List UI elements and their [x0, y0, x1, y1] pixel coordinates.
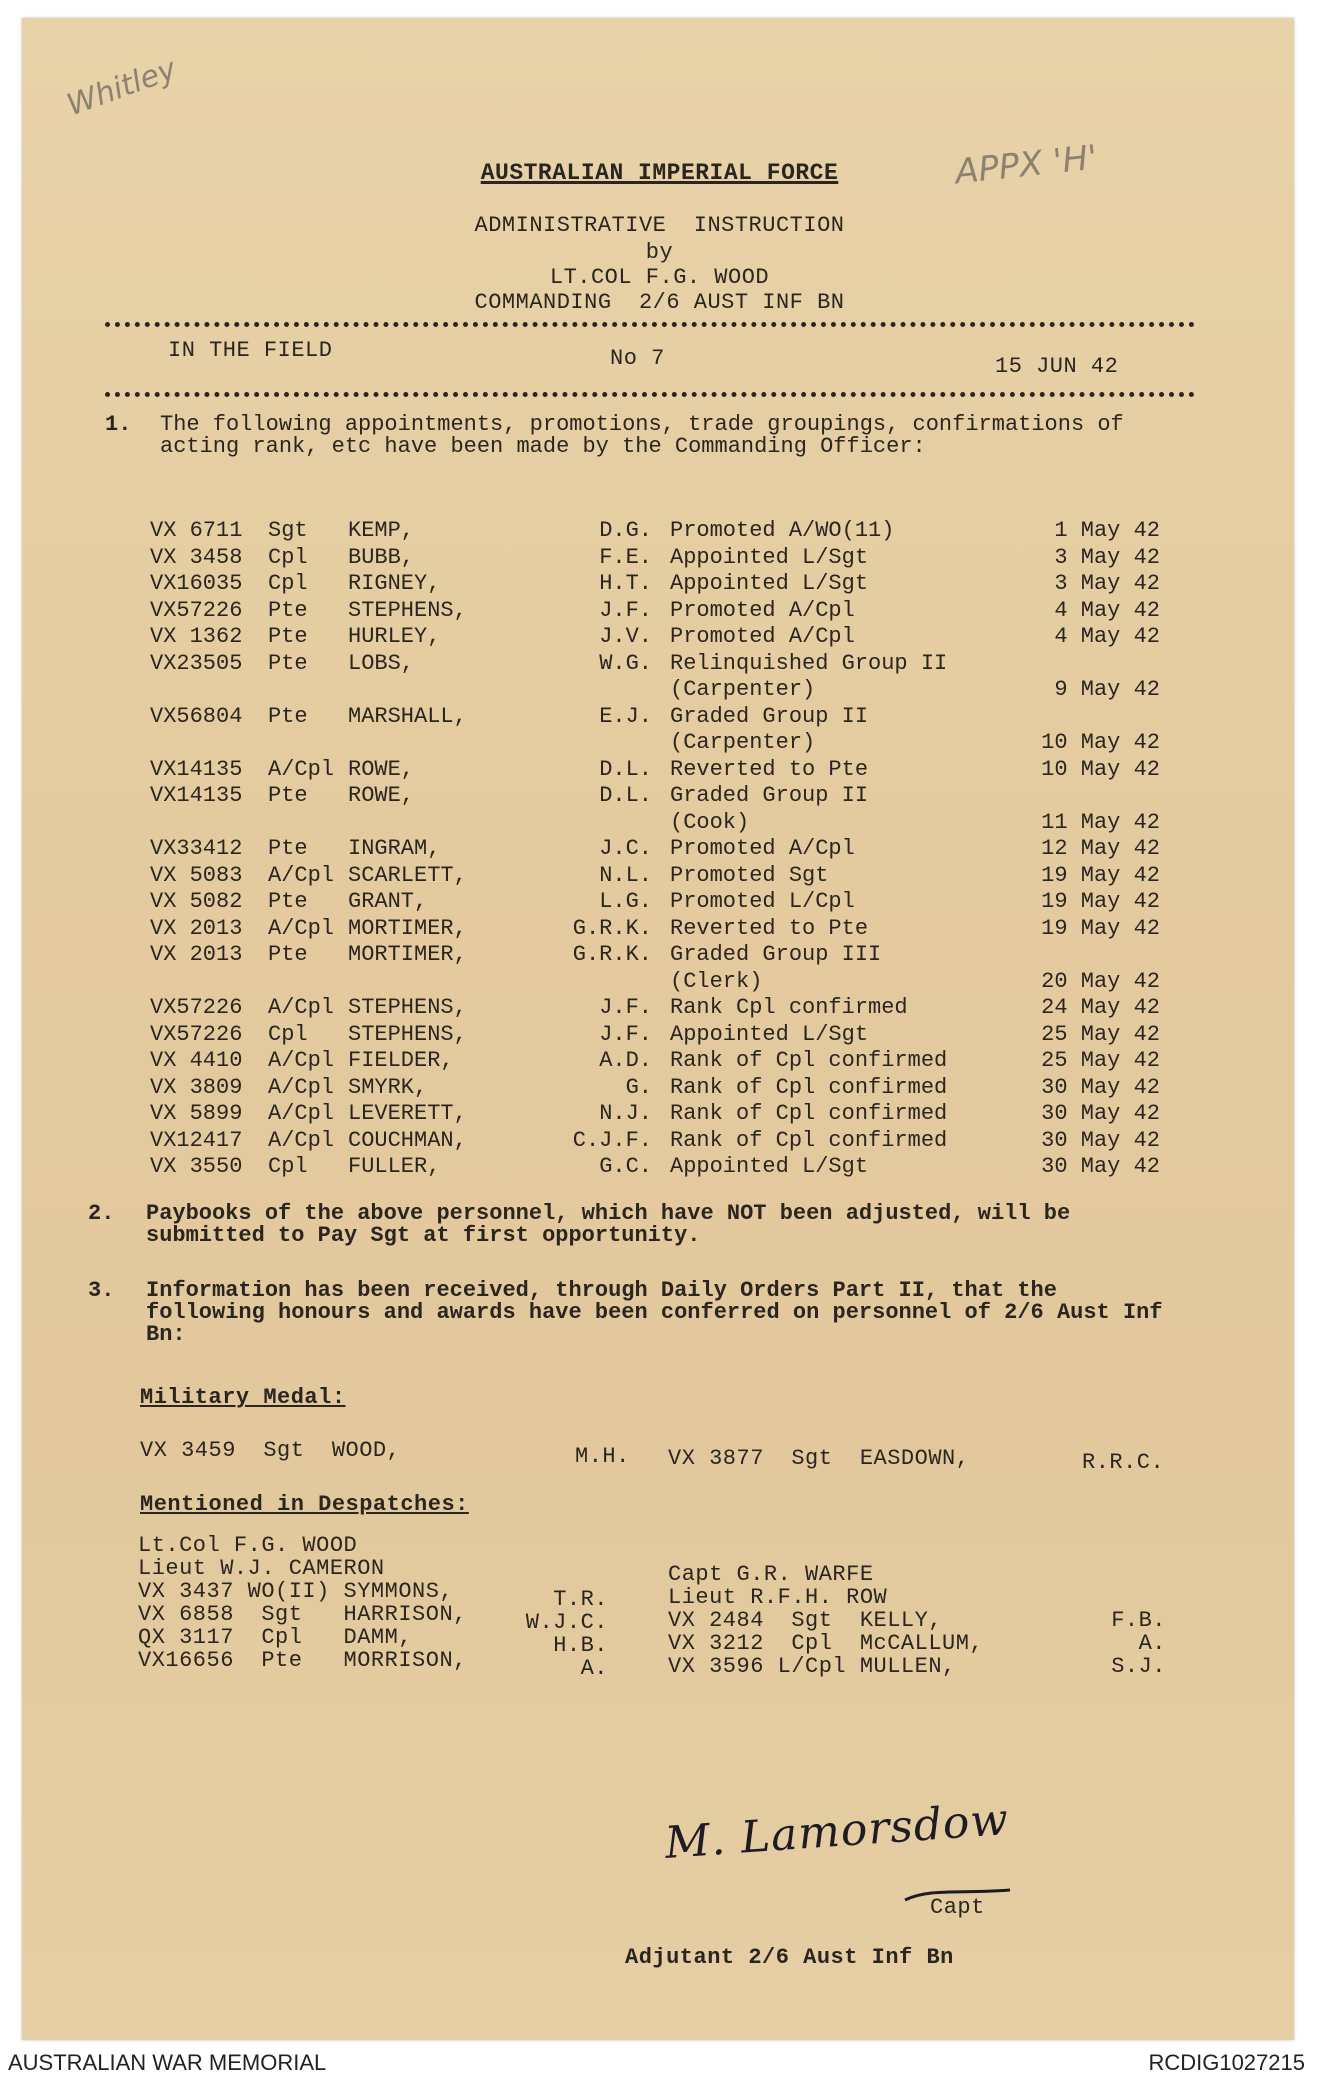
action-line: Appointed L/Sgt	[670, 1021, 869, 1047]
action-line: Appointed L/Sgt	[670, 571, 869, 596]
paragraph-3	[88, 1280, 1178, 1346]
appointment-row	[150, 571, 1160, 598]
service-number: VX57226	[150, 1021, 243, 1047]
despatch-recipient: Lt.Col F.G. WOOD	[138, 1533, 358, 1558]
despatch-recipient: VX 6858 Sgt HARRISON,	[138, 1602, 467, 1627]
initials: D.G.	[599, 518, 652, 543]
action-line: Promoted Sgt	[670, 862, 829, 888]
despatch-initials: F.B.	[1111, 1608, 1166, 1633]
service-number: VX16035	[150, 571, 243, 596]
action	[670, 1048, 1000, 1075]
service-number: VX23505	[150, 650, 243, 676]
despatch-recipient: VX 3212 Cpl McCALLUM,	[668, 1631, 984, 1656]
service-number: VX 4410	[150, 1048, 243, 1073]
surname: ROWE,	[348, 756, 415, 782]
appointment-row	[150, 651, 1160, 704]
despatch-initials: T.R.	[553, 1587, 608, 1612]
surname: MARSHALL,	[348, 703, 467, 729]
action	[670, 704, 1000, 757]
despatches-heading: Mentioned in Despatches:	[140, 1492, 469, 1517]
service-number: VX 3809	[150, 1074, 243, 1100]
despatch-recipient: Lieut R.F.H. ROW	[668, 1585, 888, 1610]
appointment-row	[150, 995, 1160, 1022]
appointment-row	[150, 836, 1160, 863]
action-line: Rank of Cpl confirmed	[670, 1101, 948, 1126]
service-number: VX 5899	[150, 1101, 243, 1126]
rank: A/Cpl	[268, 756, 335, 782]
surname: MORTIMER,	[348, 915, 467, 941]
action-line: (Carpenter)	[670, 730, 816, 755]
medal-recipient: VX 3459 Sgt WOOD,	[140, 1438, 401, 1463]
service-number: VX14135	[150, 783, 243, 808]
surname: FIELDER,	[348, 1048, 454, 1073]
despatch-initials: A.	[580, 1656, 608, 1681]
initials: G.R.K.	[572, 942, 652, 967]
action	[670, 1075, 1000, 1102]
surname: STEPHENS,	[348, 995, 467, 1020]
service-number: VX 6711	[150, 518, 243, 543]
appointment-row	[150, 916, 1160, 943]
action-line: Promoted L/Cpl	[670, 889, 855, 914]
initials: J.F.	[599, 995, 652, 1020]
action-line: Reverted to Pte	[670, 915, 869, 941]
rank: A/Cpl	[268, 915, 335, 941]
surname: SCARLETT,	[348, 862, 467, 888]
rank: A/Cpl	[268, 1127, 335, 1153]
action-line: Rank Cpl confirmed	[670, 995, 908, 1020]
service-number: VX57226	[150, 597, 243, 623]
action	[670, 598, 1000, 625]
paragraph-number: 1.	[105, 412, 132, 437]
action	[670, 1128, 1000, 1155]
rank: Pte	[268, 650, 308, 676]
despatch-initials: S.J.	[1111, 1654, 1166, 1679]
signatory-role: Adjutant 2/6 Aust Inf Bn	[625, 1945, 954, 1970]
action	[670, 836, 1000, 863]
action-line: Appointed L/Sgt	[670, 544, 869, 570]
appointment-row	[150, 889, 1160, 916]
initials: J.C.	[599, 836, 652, 861]
rank: A/Cpl	[268, 862, 335, 888]
action-line: Promoted A/Cpl	[670, 836, 855, 861]
surname: SMYRK,	[348, 1074, 428, 1100]
document-title: AUSTRALIAN IMPERIAL FORCE	[480, 160, 839, 186]
header-date: 15 JUN 42	[995, 354, 1119, 379]
initials: D.L.	[599, 756, 652, 782]
divider	[105, 322, 1195, 327]
surname: INGRAM,	[348, 836, 441, 861]
service-number: VX 1362	[150, 624, 243, 649]
service-number: VX14135	[150, 756, 243, 782]
surname: ROWE,	[348, 783, 415, 808]
date: 10 May 42	[1041, 756, 1160, 782]
action-line: Rank of Cpl confirmed	[670, 1074, 948, 1100]
surname: BUBB,	[348, 544, 415, 570]
date: 9 May 42	[1054, 677, 1160, 702]
initials: E.J.	[599, 703, 652, 729]
pencil-annotation-top-left: Whitley	[62, 51, 181, 124]
surname: HURLEY,	[348, 624, 441, 649]
action-line: Rank of Cpl confirmed	[670, 1048, 948, 1073]
date: 25 May 42	[1041, 1048, 1160, 1073]
initials: G.C.	[599, 1154, 652, 1179]
action	[670, 1101, 1000, 1128]
action	[670, 995, 1000, 1022]
date: 4 May 42	[1054, 597, 1160, 623]
appointment-row	[150, 783, 1160, 836]
date: 30 May 42	[1041, 1101, 1160, 1126]
paragraph-number: 2.	[88, 1201, 115, 1226]
action	[670, 518, 1000, 545]
date: 30 May 42	[1041, 1074, 1160, 1100]
date: 20 May 42	[1041, 968, 1160, 994]
appointment-row	[150, 518, 1160, 545]
header-line-2: by	[645, 240, 674, 265]
rank: Pte	[268, 836, 308, 861]
surname: LOBS,	[348, 650, 415, 676]
footer-id: RCDIG1027215	[1148, 2050, 1305, 2075]
action	[670, 651, 1000, 704]
date: 3 May 42	[1054, 571, 1160, 596]
signatory-rank: Capt	[930, 1895, 985, 1920]
rank: A/Cpl	[268, 995, 335, 1020]
appointment-row	[150, 942, 1160, 995]
surname: COUCHMAN,	[348, 1127, 467, 1153]
surname: FULLER,	[348, 1154, 441, 1179]
rank: A/Cpl	[268, 1074, 335, 1100]
date: 30 May 42	[1041, 1154, 1160, 1179]
initials: D.L.	[599, 783, 652, 808]
despatch-recipient: QX 3117 Cpl DAMM,	[138, 1625, 413, 1650]
date: 30 May 42	[1041, 1127, 1160, 1153]
rank: Pte	[268, 703, 308, 729]
rank: Cpl	[268, 544, 308, 570]
rank: Cpl	[268, 571, 308, 596]
rank: Sgt	[268, 518, 308, 543]
paragraph-number: 3.	[88, 1278, 115, 1303]
action	[670, 757, 1000, 784]
appointment-row	[150, 624, 1160, 651]
pencil-annotation-appendix: APPX 'H'	[953, 137, 1100, 193]
surname: RIGNEY,	[348, 571, 441, 596]
signature: M. Lamorsdow	[663, 1794, 1011, 1869]
action-line: (Clerk)	[670, 968, 763, 994]
action	[670, 571, 1000, 598]
despatch-recipient: VX 3596 L/Cpl MULLEN,	[668, 1654, 956, 1679]
service-number: VX 2013	[150, 942, 243, 967]
action	[670, 916, 1000, 943]
action-line: Appointed L/Sgt	[670, 1154, 869, 1179]
service-number: VX 3550	[150, 1154, 243, 1179]
date: 25 May 42	[1041, 1021, 1160, 1047]
service-number: VX12417	[150, 1127, 243, 1153]
despatch-initials: A.	[1138, 1631, 1166, 1656]
action-line: Promoted A/Cpl	[670, 597, 855, 623]
appointment-row	[150, 1128, 1160, 1155]
date: 3 May 42	[1054, 544, 1160, 570]
appointment-row	[150, 704, 1160, 757]
action-line: Promoted A/Cpl	[670, 624, 855, 649]
paragraph-text: The following appointments, promotions, trade groupings, confirmations of acting rank, etc have been made by the Commanding Officer:	[160, 412, 1124, 459]
action	[670, 783, 1000, 836]
rank: A/Cpl	[268, 1101, 335, 1126]
date: 19 May 42	[1041, 862, 1160, 888]
initials: F.E.	[599, 544, 652, 570]
medal-recipient-initials: R.R.C.	[1082, 1450, 1165, 1475]
initials: W.G.	[599, 650, 652, 676]
paragraph-1	[105, 414, 1195, 458]
service-number: VX 2013	[150, 915, 243, 941]
action	[670, 1022, 1000, 1049]
date: 12 May 42	[1041, 836, 1160, 861]
service-number: VX 5083	[150, 862, 243, 888]
surname: GRANT,	[348, 889, 428, 914]
service-number: VX57226	[150, 995, 243, 1020]
initials: J.V.	[599, 624, 652, 649]
appointment-row	[150, 757, 1160, 784]
initials: N.J.	[599, 1101, 652, 1126]
appointment-row	[150, 1154, 1160, 1181]
action-line: Rank of Cpl confirmed	[670, 1127, 948, 1153]
rank: Cpl	[268, 1154, 308, 1179]
service-number: VX56804	[150, 703, 243, 729]
surname: STEPHENS,	[348, 1021, 467, 1047]
appointment-row	[150, 1075, 1160, 1102]
action	[670, 1154, 1000, 1181]
action-line: (Carpenter)	[670, 677, 816, 702]
action	[670, 863, 1000, 890]
action	[670, 889, 1000, 916]
despatch-initials: H.B.	[553, 1633, 608, 1658]
action-line: Promoted A/WO(11)	[670, 518, 895, 543]
service-number: VX 3458	[150, 544, 243, 570]
despatch-recipient: VX 2484 Sgt KELLY,	[668, 1608, 943, 1633]
initials: G.	[625, 1074, 652, 1100]
initials: C.J.F.	[572, 1127, 652, 1153]
header-line-4: COMMANDING 2/6 AUST INF BN	[474, 290, 845, 315]
date: 24 May 42	[1041, 995, 1160, 1020]
action	[670, 942, 1000, 995]
appointment-row	[150, 545, 1160, 572]
despatch-recipient: VX16656 Pte MORRISON,	[138, 1648, 467, 1673]
medal-recipient: VX 3877 Sgt EASDOWN,	[668, 1446, 970, 1471]
action-line: Graded Group II	[670, 703, 869, 729]
action-line: Graded Group III	[670, 942, 882, 967]
initials: N.L.	[599, 862, 652, 888]
header-number: No 7	[610, 346, 665, 371]
action-line: Graded Group II	[670, 783, 869, 808]
appointment-row	[150, 598, 1160, 625]
rank: A/Cpl	[268, 1048, 335, 1073]
date: 11 May 42	[1041, 809, 1160, 835]
paragraph-text: Information has been received, through Daily Orders Part II, that the following honours and awards have been conferred on personnel of 2/6 Aust Inf Bn:	[146, 1278, 1163, 1347]
initials: A.D.	[599, 1048, 652, 1073]
date: 1 May 42	[1054, 518, 1160, 543]
service-number: VX33412	[150, 836, 243, 861]
footer-source: AUSTRALIAN WAR MEMORIAL	[8, 2050, 327, 2075]
date: 19 May 42	[1041, 889, 1160, 914]
despatch-recipient: VX 3437 WO(II) SYMMONS,	[138, 1579, 454, 1604]
despatch-recipient: Lieut W.J. CAMERON	[138, 1556, 385, 1581]
header-line-3: LT.COL F.G. WOOD	[549, 265, 770, 290]
surname: LEVERETT,	[348, 1101, 467, 1126]
despatch-recipient: Capt G.R. WARFE	[668, 1562, 874, 1587]
initials: H.T.	[599, 571, 652, 596]
date: 10 May 42	[1041, 730, 1160, 755]
initials: J.F.	[599, 1021, 652, 1047]
paragraph-2	[88, 1203, 1178, 1247]
initials: J.F.	[599, 597, 652, 623]
appointment-row	[150, 1101, 1160, 1128]
despatch-initials: W.J.C.	[525, 1610, 608, 1635]
surname: KEMP,	[348, 518, 415, 543]
rank: Pte	[268, 597, 308, 623]
initials: L.G.	[599, 889, 652, 914]
header-place: IN THE FIELD	[168, 338, 333, 363]
rank: Cpl	[268, 1021, 308, 1047]
date: 4 May 42	[1054, 624, 1160, 649]
appointment-row	[150, 1048, 1160, 1075]
date: 19 May 42	[1041, 915, 1160, 941]
action-line: Reverted to Pte	[670, 756, 869, 782]
action-line: Relinquished Group II	[670, 650, 948, 676]
rank: Pte	[268, 942, 308, 967]
initials: G.R.K.	[572, 915, 652, 941]
action-line: (Cook)	[670, 809, 750, 835]
action	[670, 624, 1000, 651]
surname: MORTIMER,	[348, 942, 467, 967]
service-number: VX 5082	[150, 889, 243, 914]
military-medal-heading: Military Medal:	[140, 1385, 346, 1410]
appointment-row	[150, 863, 1160, 890]
divider	[105, 392, 1195, 397]
appointments-list	[150, 518, 1160, 1181]
appointment-row	[150, 1022, 1160, 1049]
rank: Pte	[268, 889, 308, 914]
header-line-1: ADMINISTRATIVE INSTRUCTION	[474, 213, 845, 238]
paragraph-text: Paybooks of the above personnel, which have NOT been adjusted, will be submitted to Pay Sgt at first opportunity.	[146, 1201, 1071, 1248]
action	[670, 545, 1000, 572]
rank: Pte	[268, 783, 308, 808]
surname: STEPHENS,	[348, 597, 467, 623]
medal-recipient-initials: M.H.	[575, 1444, 630, 1469]
rank: Pte	[268, 624, 308, 649]
